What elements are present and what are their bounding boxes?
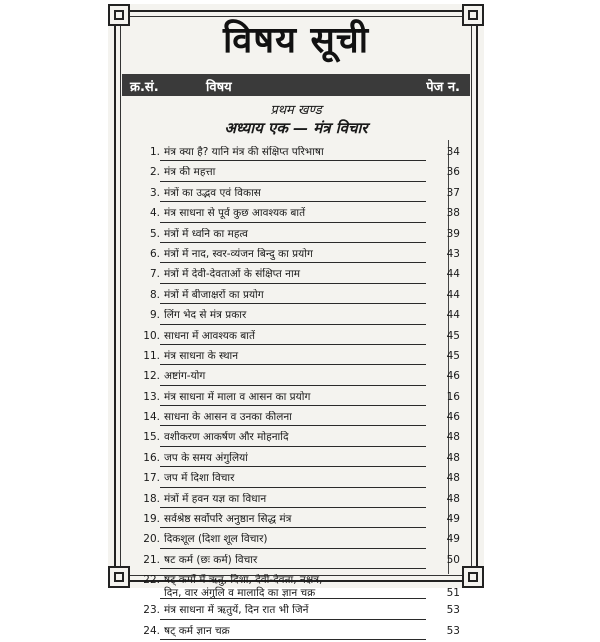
corner-ornament-icon (108, 566, 130, 588)
toc-entry-number: 3. (149, 186, 160, 199)
toc-entry-number: 15. (143, 431, 160, 444)
toc-entry-number: 18. (143, 492, 160, 505)
toc-entry-number: 21. (143, 553, 160, 566)
toc-entry-page: 51 (446, 587, 460, 600)
toc-entry-title-line2: दिन, वार अंगुलि व मालादि का ज्ञान चक्र (164, 587, 316, 600)
page-number-header: पेज न. (426, 80, 460, 95)
toc-entry-title: वशीकरण आकर्षण और मोहनादि (164, 431, 289, 444)
book-page (108, 4, 484, 637)
toc-entry (134, 225, 460, 245)
toc-entry (134, 490, 460, 510)
toc-entry-title: मंत्रों में बीजाक्षरों का प्रयोग (164, 288, 264, 301)
toc-entry (134, 184, 460, 204)
toc-entry (134, 622, 460, 642)
toc-entry-title: साधना में आवश्यक बातें (164, 329, 255, 342)
toc-entry-page: 48 (446, 431, 460, 444)
toc-entry-page: 34 (446, 146, 460, 158)
toc-entry-number: 14. (143, 411, 160, 424)
toc-entry-title: दिकशूल (दिशा शूल विचार) (164, 533, 268, 546)
toc-entry-page: 44 (446, 309, 460, 322)
toc-entry-number: 6. (149, 247, 160, 260)
toc-entry-number: 24. (143, 624, 160, 637)
toc-entry-number: 23. (143, 604, 160, 617)
toc-entry-number: 2. (149, 166, 160, 179)
toc-entry-page: 48 (446, 472, 460, 485)
toc-entry-page: 53 (446, 604, 460, 617)
toc-entry-number: 13. (143, 390, 160, 403)
toc-entry (134, 571, 460, 601)
toc-entry (134, 388, 460, 408)
chapter-heading: अध्याय एक — मंत्र विचार (224, 119, 368, 137)
toc-entry-page: 53 (446, 624, 460, 637)
toc-entry-title: मंत्रों में नाद, स्वर-व्यंजन बिन्दु का प्रयोग (164, 247, 313, 260)
toc-entry (134, 347, 460, 367)
toc-entry-page: 36 (446, 166, 460, 179)
toc-entry (134, 449, 460, 469)
page-title: विषय सूची (222, 20, 370, 61)
toc-entry-number: 8. (149, 288, 160, 301)
toc-entry (134, 408, 460, 428)
toc-entry (134, 510, 460, 530)
section-heading: प्रथम खण्ड (270, 103, 322, 118)
toc-entry-number: 12. (143, 370, 160, 383)
toc-entry-page: 43 (446, 247, 460, 260)
toc-entry-title: मंत्रों का उद्भव एवं विकास (164, 186, 261, 199)
toc-entry-page: 49 (446, 533, 460, 546)
toc-entry-page: 39 (446, 227, 460, 240)
toc-entry-title: जप के समय अंगुलियां (164, 451, 248, 464)
toc-entry-number: 17. (143, 472, 160, 485)
toc-entry (134, 204, 460, 224)
toc-entry-title: मंत्र साधना के स्थान (164, 349, 239, 362)
toc-entry (134, 551, 460, 571)
toc-entry-title (164, 574, 416, 600)
toc-entry-page: 16 (446, 390, 460, 403)
toc-entry-page: 48 (446, 451, 460, 464)
toc-entry-page: 44 (446, 268, 460, 281)
toc-entry-number: 1. (149, 146, 160, 158)
toc-list (134, 143, 460, 642)
toc-entry (134, 286, 460, 306)
toc-entry-title: षट् कर्म ज्ञान चक्र (164, 624, 230, 637)
toc-entry (134, 143, 460, 163)
toc-entry-number: 20. (143, 533, 160, 546)
toc-entry-number: 16. (143, 451, 160, 464)
toc-entry-page: 49 (446, 513, 460, 526)
toc-entry-title: लिंग भेद से मंत्र प्रकार (164, 309, 247, 322)
toc-entry-number: 10. (143, 329, 160, 342)
toc-entry-title: मंत्र साधना से पूर्व कुछ आवश्यक बातें (164, 207, 306, 220)
toc-entry-title: मंत्र क्या है? यानि मंत्र की संक्षिप्त परिभाषा (164, 146, 324, 158)
toc-entry (134, 530, 460, 550)
toc-entry-page: 44 (446, 288, 460, 301)
toc-entry-title: सर्वश्रेष्ठ सर्वोपरि अनुष्ठान सिद्ध मंत्र (164, 513, 292, 526)
toc-entry-number: 22. (143, 574, 160, 587)
toc-entry-page: 50 (446, 553, 460, 566)
toc-entry-title: जप में दिशा विचार (164, 472, 235, 485)
toc-entry-title: मंत्र साधना में माला व आसन का प्रयोग (164, 390, 311, 403)
toc-entry (134, 265, 460, 285)
toc-entry-number: 9. (149, 309, 160, 322)
toc-entry-title: अष्टांग-योग (164, 370, 206, 383)
toc-entry-page: 46 (446, 370, 460, 383)
toc-entry-title: मंत्र साधना में ऋतुयें, दिन रात भी जिनें (164, 604, 309, 617)
toc-entry-title: षट कर्म (छः कर्म) विचार (164, 553, 258, 566)
toc-entry-title: मंत्रों में हवन यज्ञ का विधान (164, 492, 267, 505)
toc-entry-title: मंत्रों में देवी-देवताओं के संक्षिप्त नाम (164, 268, 300, 281)
serial-header: क्र.सं. (130, 80, 159, 95)
toc-entry (134, 469, 460, 489)
toc-entry (134, 367, 460, 387)
toc-entry-title-line1: षट् कर्मों में ऋतु, दिशा, देवी-देवता, नक्षत्र, (164, 574, 323, 587)
toc-entry (134, 163, 460, 183)
toc-entry-title: साधना के आसन व उनका कीलना (164, 411, 292, 424)
toc-entry-page: 45 (446, 329, 460, 342)
toc-entry-title: मंत्रों में ध्वनि का महत्व (164, 227, 249, 240)
toc-entry-number: 11. (143, 349, 160, 362)
subject-header: विषय (206, 80, 232, 95)
toc-entry (134, 428, 460, 448)
toc-entry (134, 327, 460, 347)
toc-entry-number: 4. (149, 207, 160, 220)
toc-entry-page: 46 (446, 411, 460, 424)
corner-ornament-icon (462, 566, 484, 588)
toc-entry (134, 245, 460, 265)
toc-entry-page: 48 (446, 492, 460, 505)
toc-entry-title: मंत्र की महत्ता (164, 166, 216, 179)
toc-entry-page: 37 (446, 186, 460, 199)
toc-entry (134, 306, 460, 326)
toc-entry-number: 19. (143, 513, 160, 526)
toc-entry (134, 601, 460, 621)
toc-entry-number: 7. (149, 268, 160, 281)
table-header-bar (122, 74, 470, 96)
toc-entry-number: 5. (149, 227, 160, 240)
toc-entry-page: 38 (446, 207, 460, 220)
toc-entry-page: 45 (446, 349, 460, 362)
